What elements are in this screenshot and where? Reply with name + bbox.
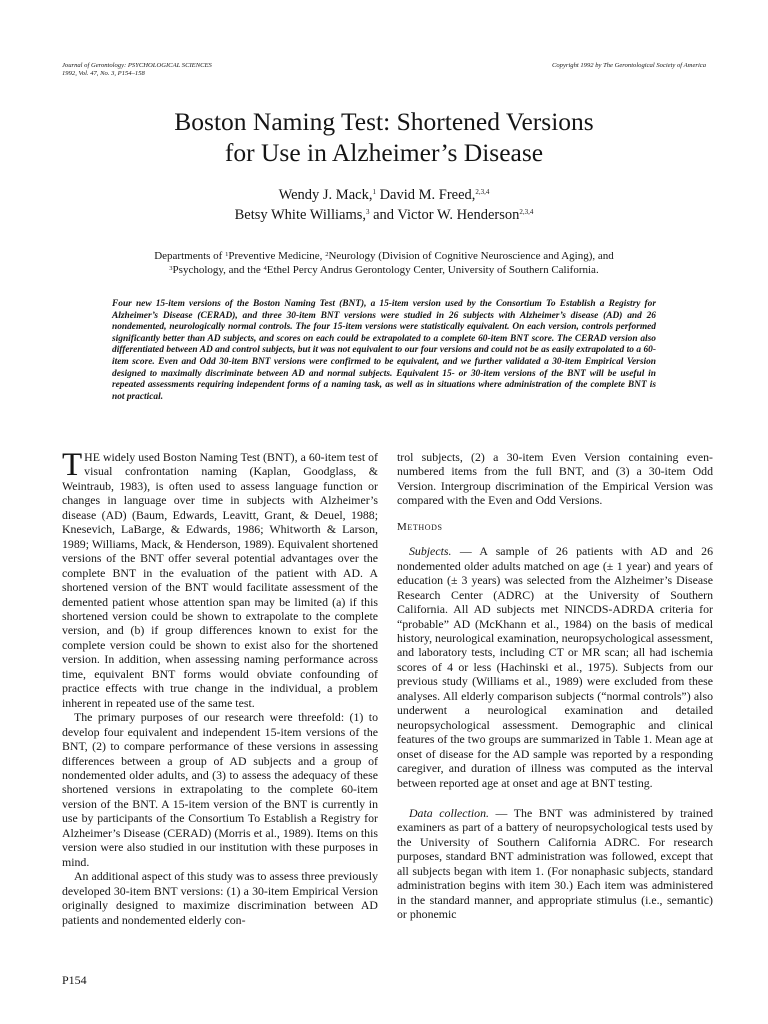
author-name: David M. Freed, xyxy=(375,187,476,203)
author-name: and Victor W. Henderson xyxy=(369,207,520,223)
affil-text: Departments of xyxy=(154,250,226,262)
abstract: Four new 15-item versions of the Boston Naming Test (BNT), a 15-item version used by the Consortium To Establish a Registry for Alzheimer’s Disease (CERAD), and three 30-item BNT versions were studied in 26 subjects with Alzheimer’s disease (AD) and 26 nondemented, neurologically normal controls. The four 15-item versions were statistically equivalent. On each version, controls performed significantly better than AD subjects, and scores on each could be extrapolated to a complete 60-item BNT score. The CERAD version also differentiated between AD and control subjects, but it was not equivalent to our four versions and could not be as easily extrapolated to a 60-item score. Even and Odd 30-item BNT versions were confirmed to be equivalent, and we further validated a 30-item Empirical Version designed to maximally discriminate between AD and normal subjects. Equivalent 15- or 30-item versions of the BNT will be useful in repeated assessments requiring independent forms of a naming task, as well as in situations where administration of the complete BNT is not practical. xyxy=(112,299,656,402)
author-name: Wendy J. Mack, xyxy=(278,187,373,203)
data-collection-subheading: Data collection. xyxy=(409,805,489,820)
author-name: Betsy White Williams, xyxy=(234,207,366,223)
author-line-2 xyxy=(0,205,768,225)
author-affil-mark: 3 xyxy=(366,208,370,216)
affiliations xyxy=(100,250,668,277)
affil-mark: 3 xyxy=(169,264,173,272)
affiliation-line-2 xyxy=(100,264,668,278)
page-number: P154 xyxy=(62,973,87,987)
paragraph-spacer xyxy=(397,790,713,806)
subjects-subheading: Subjects. xyxy=(409,544,452,559)
body-paragraph: An additional aspect of this study was to assess three previously developed 30-item BNT versions: (1) a 30-item Empirical Version originally designed to maximize discrimination between AD patients and nondemented elderly con- xyxy=(62,869,378,927)
affil-text: Ethel Percy Andrus Gerontology Center, University of Southern California. xyxy=(266,263,599,276)
author-affil-mark: 2,3,4 xyxy=(475,188,490,196)
paragraph-text: — A sample of 26 patients with AD and 26 nondemented older adults matched on age (± 1 year) and years of education (± 3 years) was selected from the Alzheimer’s Disease Research Center (ADRC) at the University of Southern California. All AD subjects met NINCDS-ADRDA criteria for “probable” AD (McKhann et al., 1984) on the basis of medical history, neurological examination, neuropsychological assessment, and laboratory tests, including CT or MR scan; all had ischemia scores of 4 or less (Hachinski et al., 1975). Subjects from our previous study (Williams et al., 1989) were excluded from these analyses. All elderly comparison subjects (“normal controls”) also underwent a neurological examination and detailed neuropsychological assessment. Demographic and clinical features of the two groups are summarized in Table 1. Mean age at onset of disease for the AD sample was reported by a responding caregiver, and duration of illness was computed as the interval between reported age at onset and age at BNT testing. xyxy=(397,544,713,790)
body-paragraph: trol subjects, (2) a 30-item Even Version containing even-numbered items from the full BNT, and (3) a 30-item Odd Version. Intergroup discrimination of the Empirical Version was compared with the Even and Odd Versions. xyxy=(397,450,713,508)
affil-mark: 2 xyxy=(325,251,329,258)
author-list xyxy=(0,185,768,225)
data-collection-paragraph xyxy=(397,806,713,922)
paragraph-text: HE widely used Boston Naming Test (BNT), a 60-item test of visual confrontation naming (Kaplan, Goodglass, & Weintraub, 1983), is often used to assess language function or changes in language over time in subjects with Alzheimer’s disease (AD) (Baum, Edwards, Leavitt, Grant, & Deuel, 1988; Knesevich, LaBarge, & Edwards, 1986; Whitworth & Larson, 1989; Williams, Mack, & Henderson, 1989). Equivalent shortened versions of the BNT offer several potential advantages over the complete BNT in the evaluation of the patient with AD. A shortened version of the BNT would facilitate assessment of the demented patient whose attention span may be limited (a) if this shortened version could be shown to extrapolate to the complete version, and (b) if group differences known to exist for the complete version could be shown to exist also for the shortened version. In addition, when assessing naming performance across time, equivalent BNT forms would obviate confounding of practice effects with true change in the individual, a problem inherent in repeated use of the same test. xyxy=(62,450,378,710)
author-affil-mark: 1 xyxy=(372,188,376,196)
body-paragraph: The primary purposes of our research were threefold: (1) to develop four equivalent and independent 15-item versions of the BNT, (2) to compare performance of these versions in assessing differences between a group of AD subjects and a group of nondemented older adults, and (3) to assess the adequacy of these shortened versions in extrapolating to the complete 60-item version of the BNT. A 15-item version of the BNT is currently in use by participants of the Consortium To Establish a Registry for Alzheimer’s Disease (CERAD) (Morris et al., 1989). Items on this version were also studied in our institution with these purposes in mind. xyxy=(62,710,378,869)
subjects-paragraph xyxy=(397,544,713,790)
affiliation-line-1 xyxy=(100,250,668,264)
body-column-left xyxy=(62,447,378,927)
body-column-right xyxy=(397,450,713,922)
title-line-2: for Use in Alzheimer’s Disease xyxy=(224,138,544,167)
journal-citation xyxy=(62,62,212,79)
running-header xyxy=(62,62,706,84)
journal-name: Journal of Gerontology: PSYCHOLOGICAL SCIENCES xyxy=(62,62,212,69)
author-line-1 xyxy=(0,185,768,205)
intro-paragraph xyxy=(62,447,378,710)
affil-mark: 4 xyxy=(263,264,267,272)
author-affil-mark: 2,3,4 xyxy=(519,208,534,216)
journal-volume: 1992, Vol. 47, No. 3, P154–158 xyxy=(62,70,145,78)
paragraph-text: — The BNT was administered by trained examiners as part of a battery of neuropsychological tests used by the University of Southern California ADRC. For research purposes, standard BNT administration was followed, except that all subjects began with item 1. (For nonaphasic subjects, standard administration begins with item 30.) Each item was administered in the standard manner, and appropriate stimulus (i.e., semantic) or phonemic xyxy=(397,805,713,922)
affil-mark: 1 xyxy=(225,251,229,258)
title-line-1: Boston Naming Test: Shortened Versions xyxy=(174,107,594,136)
article-title xyxy=(0,106,768,168)
affil-text: Psychology, and the xyxy=(172,263,264,276)
affil-text: Preventive Medicine, xyxy=(228,250,326,262)
affil-text: Neurology (Division of Cognitive Neuroscience and Aging), and xyxy=(328,250,614,262)
drop-cap: T xyxy=(62,447,83,483)
methods-heading: Methods xyxy=(397,520,443,533)
copyright-notice: Copyright 1992 by The Gerontological Society of America xyxy=(551,62,706,69)
